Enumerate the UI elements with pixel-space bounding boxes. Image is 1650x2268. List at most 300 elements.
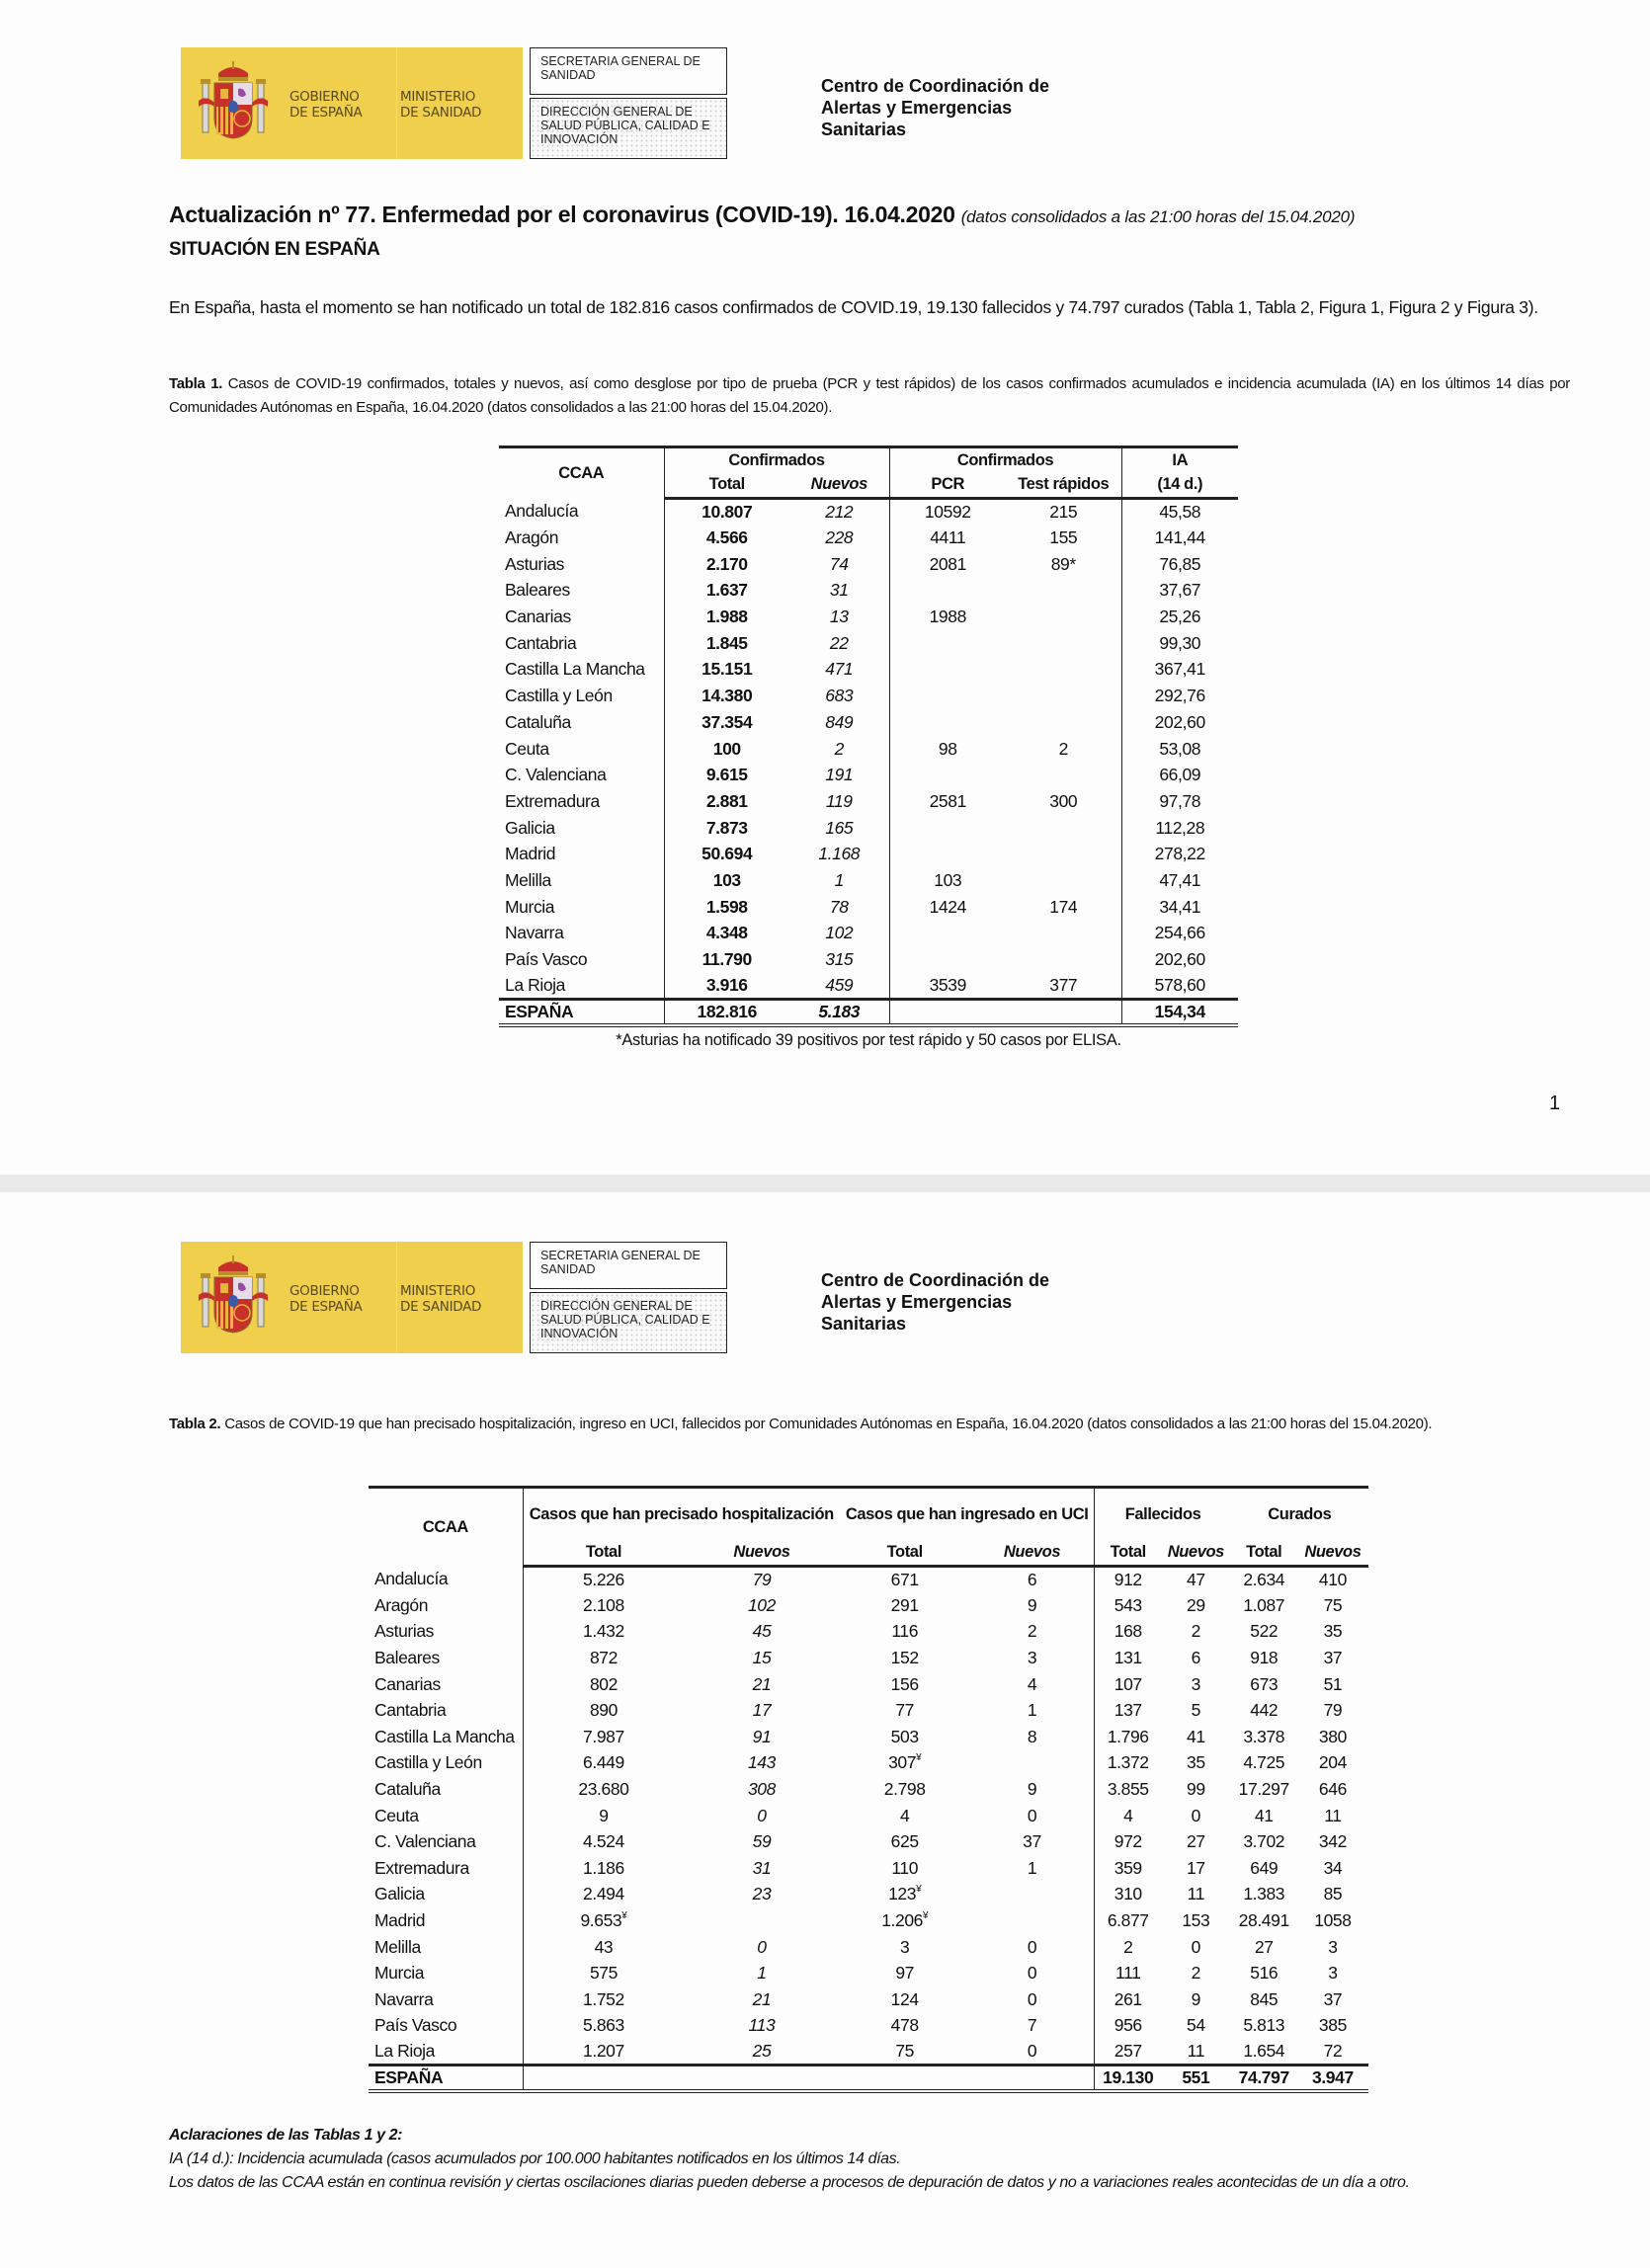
cell-value: 308 xyxy=(747,1779,776,1800)
gov-line-1: GOBIERNO xyxy=(289,89,360,105)
footnote-mark: ¥ xyxy=(922,1910,929,1922)
cell-value: 5.863 xyxy=(583,2015,624,2036)
cell-ccaa: Aragón xyxy=(499,525,664,551)
col-header-hosp-nuevos: Nuevos xyxy=(684,1541,840,1567)
cell-value: 575 xyxy=(589,1963,618,1984)
cell-hosp_nuevos xyxy=(684,1697,840,1724)
table-notes xyxy=(169,2124,1570,2195)
cell-hosp_nuevos xyxy=(684,2013,840,2040)
table-row xyxy=(369,1960,1368,1986)
cell-uci_total xyxy=(840,1803,970,1829)
cell-total: 14.380 xyxy=(701,686,753,706)
cell-value: 1.186 xyxy=(583,1857,624,1878)
cell-total: 100 xyxy=(712,738,741,759)
cell-value: 1.087 xyxy=(1243,1594,1285,1615)
cell-pcr xyxy=(889,841,1006,867)
cell-fall_total xyxy=(1095,1671,1161,1698)
cell-uci_total xyxy=(840,1671,970,1698)
cell-cur_nuevos xyxy=(1297,1592,1368,1619)
cell-hosp_nuevos xyxy=(684,1567,840,1593)
cell-value: Galicia xyxy=(374,1884,425,1904)
cell-nuevos: 22 xyxy=(789,630,889,657)
cell-value: Cantabria xyxy=(374,1700,447,1721)
cell-hosp_nuevos xyxy=(684,1671,840,1698)
cell-value: 918 xyxy=(1250,1648,1279,1668)
cell-value: 7 xyxy=(1027,2015,1037,2036)
table-row xyxy=(369,1645,1368,1671)
cell-uci_total xyxy=(840,1882,970,1908)
footnote-mark: ¥ xyxy=(916,1884,922,1896)
cell-value: 0 xyxy=(1027,1936,1037,1957)
logo-divider xyxy=(396,47,397,159)
table-row xyxy=(499,604,1238,630)
cell-uci_nuevos xyxy=(970,1592,1095,1619)
cell-hosp_nuevos xyxy=(684,1855,840,1882)
cell-value: 79 xyxy=(1323,1700,1343,1721)
cell-value: 51 xyxy=(1323,1673,1343,1694)
cell-hosp_nuevos xyxy=(684,1645,840,1671)
gov-line-2: DE ESPAÑA xyxy=(289,105,363,121)
cell-test: 300 xyxy=(1006,788,1121,815)
notes-heading: Aclaraciones de las Tablas 1 y 2: xyxy=(169,2127,403,2144)
cell-pcr xyxy=(889,815,1006,842)
cell-value: 4 xyxy=(900,1805,910,1825)
cell-value: 47 xyxy=(1187,1570,1205,1590)
cell-ccaa xyxy=(369,1619,523,1646)
cell-value: 143 xyxy=(747,1752,776,1773)
cell-value: Canarias xyxy=(374,1673,441,1694)
cell-hosp_total xyxy=(523,2013,684,2040)
cell-test: 155 xyxy=(1006,525,1121,551)
cell-ia: 66,09 xyxy=(1159,765,1201,785)
cell-total: 7.873 xyxy=(705,817,748,838)
cell-fall_total xyxy=(1095,1855,1161,1882)
cell-value: 116 xyxy=(891,1621,919,1642)
cell-ccaa: Navarra xyxy=(499,921,664,947)
ccaes-line-3: Sanitarias xyxy=(821,120,907,139)
ccaes-title xyxy=(821,1269,1049,1335)
cell-uci_nuevos xyxy=(970,1934,1095,1961)
table-row xyxy=(499,630,1238,657)
cell-cur_total xyxy=(1231,1828,1297,1855)
cell-value: 2.494 xyxy=(583,1884,624,1904)
cell-value: 2 xyxy=(1191,1621,1201,1642)
col-header-uci-nuevos: Nuevos xyxy=(970,1541,1095,1567)
cell-value: 6.449 xyxy=(583,1752,624,1773)
cell-ccaa: Castilla La Mancha xyxy=(499,657,664,684)
cell-fall_total xyxy=(1095,1934,1161,1961)
cell-value: 3 xyxy=(1027,1648,1037,1668)
cell-value: 8 xyxy=(1027,1726,1037,1746)
cell-cur_nuevos xyxy=(1297,1855,1368,1882)
cell-cur_total xyxy=(1231,1855,1297,1882)
gobierno-logo xyxy=(181,1242,523,1353)
cell-value: 6.877 xyxy=(1107,1910,1149,1931)
footnote-mark: ¥ xyxy=(621,1910,627,1922)
cell-value: 0 xyxy=(1191,1805,1201,1825)
cell-hosp_total xyxy=(523,2039,684,2066)
cell-value: 97 xyxy=(895,1963,915,1984)
cell-test: 174 xyxy=(1006,894,1121,921)
cell-fall_total xyxy=(1095,1619,1161,1646)
cell-pcr: 2581 xyxy=(929,790,966,811)
cell-ccaa xyxy=(369,1882,523,1908)
cell-fall_total xyxy=(1095,1828,1161,1855)
cell-value: 0 xyxy=(1027,1805,1037,1825)
col-header-hosp-total: Total xyxy=(523,1541,684,1567)
cell-uci_total xyxy=(840,1567,970,1593)
col-header-test: Test rápidos xyxy=(1006,473,1121,499)
cell-uci_nuevos xyxy=(970,1697,1095,1724)
cell-value: Navarra xyxy=(374,1988,434,2009)
cell-value: 11 xyxy=(1187,1884,1205,1904)
cell-ia: 254,66 xyxy=(1154,923,1205,943)
cell-value: Madrid xyxy=(374,1910,426,1931)
cell-uci_total xyxy=(840,1724,970,1750)
cell-total: 2.881 xyxy=(705,790,748,811)
cell-hosp_total xyxy=(523,1960,684,1986)
cell-nuevos: 78 xyxy=(789,894,889,921)
table-row xyxy=(499,921,1238,947)
cell-fall_total xyxy=(1095,1803,1161,1829)
cell-value: 79 xyxy=(752,1570,772,1590)
cell-value: 4 xyxy=(1027,1673,1037,1694)
table-row xyxy=(369,1934,1368,1961)
footnote-mark: ¥ xyxy=(916,1752,922,1764)
cell-value: 2.798 xyxy=(883,1779,926,1800)
cell-ia: 76,85 xyxy=(1159,553,1201,574)
cell-value: 673 xyxy=(1250,1673,1279,1694)
cell-pcr xyxy=(889,946,1006,973)
cell-value: 35 xyxy=(1323,1621,1343,1642)
cell-hosp_total xyxy=(523,1592,684,1619)
cell-ia: 45,58 xyxy=(1159,502,1201,523)
cell-value: 1.796 xyxy=(1107,1726,1149,1746)
cell-cur_total xyxy=(1231,1697,1297,1724)
table-row xyxy=(369,1592,1368,1619)
table-row xyxy=(369,1803,1368,1829)
cell-value: 3.855 xyxy=(1107,1779,1149,1800)
cell-pcr xyxy=(889,1000,1006,1026)
col-header-ccaa: CCAA xyxy=(369,1488,523,1567)
note-revision: Los datos de las CCAA están en continua revisión y ciertas oscilaciones diarias pueden deberse a procesos de depuración de datos y no a variaciones reales acontecidas de un día a otro. xyxy=(169,2174,1410,2191)
cell-cur_total xyxy=(1231,1960,1297,1986)
cell-hosp_nuevos xyxy=(684,1619,840,1646)
cell-nuevos: 2 xyxy=(789,736,889,763)
cell-ccaa xyxy=(369,2013,523,2040)
cell-value: 6 xyxy=(1027,1570,1037,1590)
cell-fall_total xyxy=(1095,1750,1161,1777)
cell-ia: 97,78 xyxy=(1159,790,1201,811)
cell-value: 912 xyxy=(1114,1570,1142,1590)
cell-value: 43 xyxy=(594,1936,614,1957)
cell-nuevos: 212 xyxy=(789,499,889,526)
cell-cur_total xyxy=(1231,1592,1297,1619)
cell-value: 28.491 xyxy=(1238,1910,1289,1931)
cell-value: 845 xyxy=(1250,1988,1279,2009)
cell-cur_nuevos xyxy=(1297,1934,1368,1961)
cell-total: 2.170 xyxy=(705,553,748,574)
cell-value: 3.947 xyxy=(1312,2067,1354,2088)
col-group-hospitalizacion: Casos que han precisado hospitalización xyxy=(523,1488,840,1541)
cell-ccaa: Cantabria xyxy=(499,630,664,657)
cell-ccaa xyxy=(369,1697,523,1724)
section-heading: SITUACIÓN EN ESPAÑA xyxy=(169,239,380,260)
cell-hosp_total xyxy=(523,1750,684,1777)
cell-value: 0 xyxy=(1027,2041,1037,2062)
table-row xyxy=(369,1619,1368,1646)
cell-uci_total xyxy=(840,1697,970,1724)
cell-total: 1.598 xyxy=(705,896,748,917)
cell-nuevos: 5.183 xyxy=(789,1000,889,1026)
cell-value: 153 xyxy=(1182,1910,1210,1931)
cell-value: 5.813 xyxy=(1243,2015,1285,2036)
table-row xyxy=(499,841,1238,867)
cell-value: 261 xyxy=(1114,1988,1142,2009)
ministry-line-2: DE SANIDAD xyxy=(400,105,482,121)
cell-pcr xyxy=(889,657,1006,684)
cell-uci_total xyxy=(840,1986,970,2013)
cell-value: 152 xyxy=(890,1648,919,1668)
cell-value: La Rioja xyxy=(374,2041,436,2062)
cell-ia: 367,41 xyxy=(1154,659,1205,680)
cell-cur_nuevos xyxy=(1297,1828,1368,1855)
cell-ia: 25,26 xyxy=(1159,607,1201,627)
cell-hosp_nuevos xyxy=(684,1724,840,1750)
cell-hosp_nuevos xyxy=(684,1592,840,1619)
cell-fall_nuevos xyxy=(1161,1828,1231,1855)
ccaes-line-2: Alertas y Emergencias xyxy=(821,98,1013,118)
cell-ia: 47,41 xyxy=(1159,869,1201,890)
cell-fall_total xyxy=(1095,1960,1161,1986)
cell-uci_total xyxy=(840,1907,970,1934)
table-row xyxy=(369,1855,1368,1882)
cell-hosp_total xyxy=(523,1986,684,2013)
cell-total: 1.988 xyxy=(705,607,748,627)
cell-cur_total xyxy=(1231,2066,1297,2092)
cell-value: 85 xyxy=(1323,1884,1343,1904)
cell-value: 410 xyxy=(1318,1570,1347,1590)
cell-cur_total xyxy=(1231,1934,1297,1961)
cell-value: 3 xyxy=(1328,1936,1338,1957)
cell-test: 2 xyxy=(1006,736,1121,763)
cell-value: 11 xyxy=(1187,2041,1205,2062)
cell-value: 29 xyxy=(1187,1594,1205,1615)
cell-value: 503 xyxy=(890,1726,919,1746)
cell-value: 442 xyxy=(1250,1700,1279,1721)
cell-value: 2 xyxy=(1027,1621,1037,1642)
cell-uci_nuevos xyxy=(970,1724,1095,1750)
cell-value: 1.383 xyxy=(1243,1884,1285,1904)
cell-value: 25 xyxy=(752,2041,772,2062)
cell-uci_nuevos xyxy=(970,1776,1095,1803)
cell-ccaa xyxy=(369,1828,523,1855)
cell-test xyxy=(1006,657,1121,684)
col-header-cur-nuevos: Nuevos xyxy=(1297,1541,1368,1567)
ministry-line-2: DE SANIDAD xyxy=(400,1299,482,1315)
cell-uci_total xyxy=(840,1960,970,1986)
cell-value: 2 xyxy=(1123,1936,1133,1957)
cell-cur_nuevos xyxy=(1297,1671,1368,1698)
cell-fall_total xyxy=(1095,1567,1161,1593)
cell-hosp_total xyxy=(523,1882,684,1908)
cell-value: 107 xyxy=(1114,1673,1142,1694)
col-header-ccaa: CCAA xyxy=(499,447,664,499)
cell-value: Extremadura xyxy=(374,1857,469,1878)
cell-uci_nuevos xyxy=(970,1960,1095,1986)
cell-ccaa xyxy=(369,1592,523,1619)
table-row xyxy=(499,499,1238,526)
cell-cur_nuevos xyxy=(1297,1776,1368,1803)
cell-nuevos: 13 xyxy=(789,604,889,630)
gov-line-1: GOBIERNO xyxy=(289,1283,360,1299)
cell-value: 9.653 xyxy=(580,1910,622,1931)
table-row xyxy=(499,973,1238,1000)
cell-value: Murcia xyxy=(374,1963,425,1984)
table-row xyxy=(369,1882,1368,1908)
cell-uci_total xyxy=(840,1750,970,1777)
cell-value: 1.207 xyxy=(583,2041,624,2062)
cell-hosp_nuevos xyxy=(684,1960,840,1986)
cell-uci_nuevos xyxy=(970,1882,1095,1908)
col-header-cur-total: Total xyxy=(1231,1541,1297,1567)
cell-uci_total xyxy=(840,2039,970,2066)
cell-fall_nuevos xyxy=(1161,1882,1231,1908)
cell-value: 21 xyxy=(752,1673,772,1694)
cell-value: 1.206 xyxy=(881,1910,923,1931)
ccaes-title xyxy=(821,75,1049,140)
cell-cur_nuevos xyxy=(1297,1907,1368,1934)
cell-cur_total xyxy=(1231,1986,1297,2013)
cell-value: 17.297 xyxy=(1238,1779,1289,1800)
ministry-line-1: MINISTERIO xyxy=(400,89,476,105)
cell-value: 131 xyxy=(1114,1648,1142,1668)
cell-value: 310 xyxy=(1114,1884,1142,1904)
cell-ccaa xyxy=(369,1803,523,1829)
cell-ia: 202,60 xyxy=(1154,949,1205,970)
cell-test xyxy=(1006,867,1121,894)
cell-cur_total xyxy=(1231,1803,1297,1829)
cell-hosp_nuevos xyxy=(684,1828,840,1855)
cell-uci_total xyxy=(840,1855,970,1882)
table-row xyxy=(369,1750,1368,1777)
cell-ccaa xyxy=(369,1567,523,1593)
cell-cur_total xyxy=(1231,2039,1297,2066)
cell-nuevos: 191 xyxy=(789,762,889,788)
table-row xyxy=(369,1671,1368,1698)
cell-total: 182.816 xyxy=(664,1000,789,1026)
col-group-confirmados: Confirmados xyxy=(664,447,889,473)
gobierno-text xyxy=(289,89,362,121)
cell-pcr: 10592 xyxy=(924,502,971,523)
cell-value: Aragón xyxy=(374,1594,429,1615)
cell-fall_total xyxy=(1095,1986,1161,2013)
cell-pcr: 3539 xyxy=(929,974,966,995)
ccaes-line-1: Centro de Coordinación de xyxy=(821,76,1050,96)
cell-fall_nuevos xyxy=(1161,1567,1231,1593)
cell-total: 1.637 xyxy=(705,580,748,601)
cell-value: 1 xyxy=(1027,1857,1037,1878)
cell-ccaa: Cataluña xyxy=(499,709,664,736)
cell-cur_nuevos xyxy=(1297,1882,1368,1908)
cell-value: Melilla xyxy=(374,1936,421,1957)
cell-value: 31 xyxy=(752,1857,772,1878)
table-row xyxy=(369,1776,1368,1803)
cell-value: Castilla La Mancha xyxy=(374,1726,515,1746)
cell-total: 4.348 xyxy=(705,923,748,943)
cell-value: 0 xyxy=(1191,1936,1201,1957)
cell-value: 111 xyxy=(1115,1963,1141,1984)
cell-fall_nuevos xyxy=(1161,1592,1231,1619)
ccaes-line-1: Centro de Coordinación de xyxy=(821,1270,1050,1290)
secretaria-box: SECRETARIA GENERAL DE SANIDAD xyxy=(530,47,727,95)
cell-value: 59 xyxy=(752,1831,772,1852)
cell-value: 380 xyxy=(1318,1726,1347,1746)
direccion-box: DIRECCIÓN GENERAL DE SALUD PÚBLICA, CALIDAD E INNOVACIÓN xyxy=(530,98,727,159)
cell-test: 89* xyxy=(1006,551,1121,578)
cell-nuevos: 102 xyxy=(789,921,889,947)
cell-ia: 99,30 xyxy=(1159,632,1201,653)
cell-value: 551 xyxy=(1182,2067,1210,2088)
table1-caption-label: Tabla 1. xyxy=(169,375,223,392)
cell-uci_nuevos xyxy=(970,1828,1095,1855)
cell-nuevos: 228 xyxy=(789,525,889,551)
cell-ccaa: Castilla y León xyxy=(499,683,664,709)
cell-fall_nuevos xyxy=(1161,2066,1231,2092)
cell-pcr: 98 xyxy=(938,738,957,759)
cell-hosp_total xyxy=(523,2066,684,2092)
cell-ccaa: Asturias xyxy=(499,551,664,578)
cell-ccaa: La Rioja xyxy=(499,973,664,1000)
cell-value: 671 xyxy=(890,1570,919,1590)
cell-value: 124 xyxy=(890,1988,919,2009)
cell-fall_nuevos xyxy=(1161,1750,1231,1777)
table-row xyxy=(499,709,1238,736)
cell-ccaa xyxy=(369,1645,523,1671)
col-header-ia: IA xyxy=(1121,447,1238,473)
cell-value: 123 xyxy=(888,1884,917,1904)
cell-value: 21 xyxy=(752,1988,772,2009)
cell-value: C. Valenciana xyxy=(374,1831,476,1852)
cell-ccaa xyxy=(369,1855,523,1882)
cell-value: 5 xyxy=(1191,1700,1201,1721)
table-row xyxy=(499,657,1238,684)
cell-cur_total xyxy=(1231,1724,1297,1750)
cell-ccaa xyxy=(369,1934,523,1961)
col-header-pcr: PCR xyxy=(889,473,1006,499)
table-row xyxy=(499,525,1238,551)
cell-value: 257 xyxy=(1114,2041,1142,2062)
table-total-row xyxy=(499,1000,1238,1026)
cell-fall_nuevos xyxy=(1161,1986,1231,2013)
cell-ia: 202,60 xyxy=(1154,711,1205,732)
table-row xyxy=(499,894,1238,921)
col-header-ia-days: (14 d.) xyxy=(1121,473,1238,499)
cell-value: 17 xyxy=(1187,1857,1205,1878)
intro-paragraph: En España, hasta el momento se han notificado un total de 182.816 casos confirmados de COVID.19, 19.130 fallecidos y 74.797 curados (Tabla 1, Tabla 2, Figura 1, Figura 2 y Figura 3). xyxy=(169,297,1538,317)
cell-ccaa: Ceuta xyxy=(499,736,664,763)
cell-hosp_total xyxy=(523,1645,684,1671)
cell-nuevos: 459 xyxy=(789,973,889,1000)
cell-uci_total xyxy=(840,1828,970,1855)
cell-pcr: 1424 xyxy=(929,896,966,917)
cell-value: Andalucía xyxy=(374,1569,449,1589)
table-row xyxy=(369,1907,1368,1934)
report-title-sub: (datos consolidados a las 21:00 horas del 15.04.2020) xyxy=(960,207,1356,226)
cell-value: 802 xyxy=(589,1673,618,1694)
cell-value: 9 xyxy=(1191,1988,1201,2009)
cell-value: ESPAÑA xyxy=(374,2067,444,2088)
